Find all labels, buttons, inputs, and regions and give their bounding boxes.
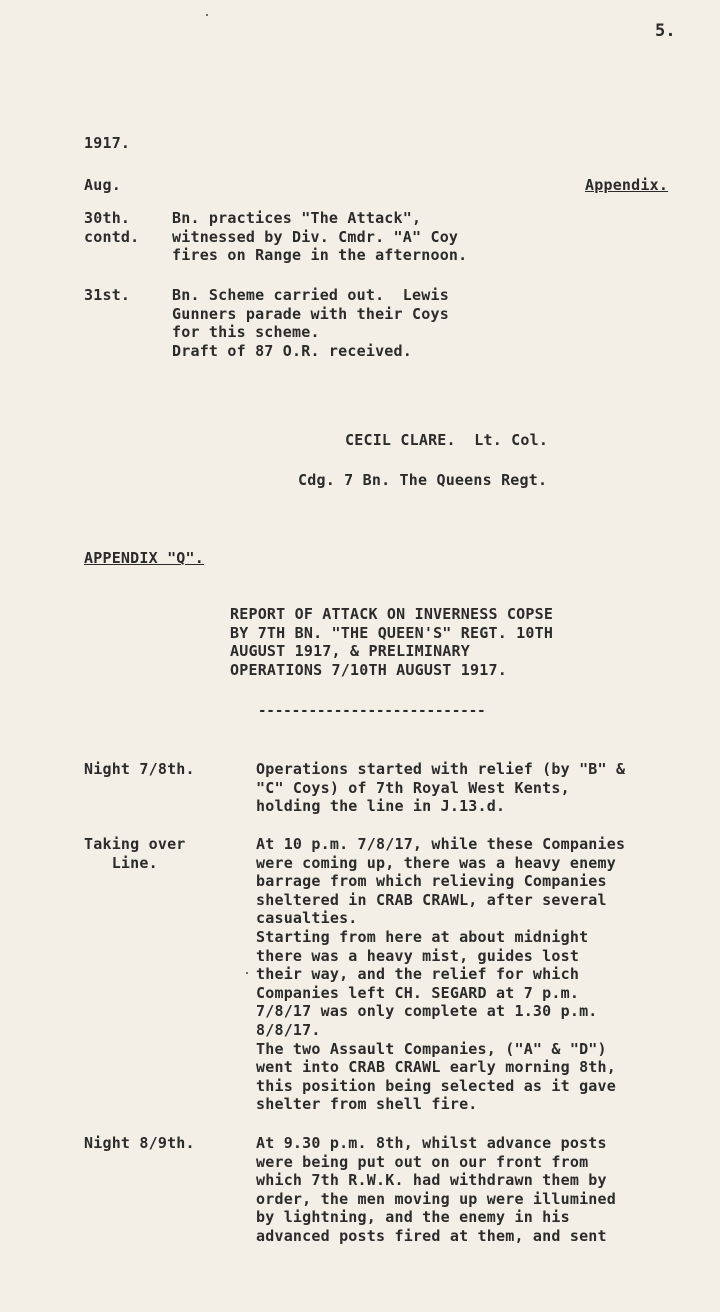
label-line: Line.: [84, 853, 158, 872]
text-line: there was a heavy mist, guides lost: [256, 946, 580, 965]
text-line: witnessed by Div. Cmdr. "A" Coy: [172, 227, 459, 246]
text-line: 7/8/17 was only complete at 1.30 p.m.: [256, 1002, 598, 1021]
separator-line: ---------------------------: [258, 703, 486, 719]
text-line: by lightning, and the enemy in his: [256, 1208, 570, 1227]
text-line: 8/8/17.: [256, 1020, 321, 1039]
title-line: AUGUST 1917, & PRELIMINARY: [230, 642, 470, 661]
entry-label-night-8-9: [84, 1134, 195, 1153]
paper-speck: [246, 972, 248, 974]
text-line: Companies left CH. SEGARD at 7 p.m.: [256, 983, 580, 1002]
text-line: advanced posts fired at them, and sent: [256, 1226, 607, 1245]
entry-label-night-7-8: [84, 760, 195, 779]
text-line: Starting from here at about midnight: [256, 927, 589, 946]
appendix-label: Appendix.: [585, 176, 669, 194]
date-line: 30th.: [84, 209, 131, 227]
text-line: this position being selected as it gave: [256, 1076, 616, 1095]
text-line: casualties.: [256, 909, 358, 928]
text-line: order, the men moving up were illumined: [256, 1189, 616, 1208]
text-line: Bn. Scheme carried out. Lewis: [172, 286, 449, 304]
text-line: barrage from which relieving Companies: [256, 872, 607, 891]
text-line: for this scheme.: [172, 323, 320, 342]
entry-text-night-8-9: [256, 1134, 616, 1246]
text-line: went into CRAB CRAWL early morning 8th,: [256, 1058, 616, 1077]
label-line: Night 7/8th.: [84, 760, 195, 778]
signature-unit: Cdg. 7 Bn. The Queens Regt.: [298, 471, 548, 489]
text-line: Operations started with relief (by "B" &: [256, 760, 626, 778]
text-line: The two Assault Companies, ("A" & "D"): [256, 1039, 607, 1058]
entry-label-taking-over-line: [84, 835, 186, 872]
text-line: sheltered in CRAB CRAWL, after several: [256, 890, 607, 909]
label-line: Night 8/9th.: [84, 1134, 195, 1152]
label-line: Taking over: [84, 835, 186, 853]
text-line: holding the line in J.13.d.: [256, 797, 506, 816]
text-line: shelter from shell fire.: [256, 1095, 478, 1114]
text-line: At 9.30 p.m. 8th, whilst advance posts: [256, 1134, 607, 1152]
text-line: Bn. practices "The Attack",: [172, 209, 422, 227]
entry-text-night-7-8: [256, 760, 625, 816]
report-title: [230, 605, 553, 679]
title-line: OPERATIONS 7/10TH AUGUST 1917.: [230, 660, 507, 679]
title-line: REPORT OF ATTACK ON INVERNESS COPSE: [230, 605, 554, 623]
text-line: were coming up, there was a heavy enemy: [256, 853, 616, 872]
text-line: fires on Range in the afternoon.: [172, 246, 468, 265]
entry-date-30th: [84, 209, 139, 246]
entry-text-31st: [172, 286, 449, 360]
title-line: BY 7TH BN. "THE QUEEN'S" REGT. 10TH: [230, 623, 554, 642]
date-line: 31st.: [84, 286, 131, 304]
entry-text-30th: [172, 209, 467, 265]
paper-speck: [206, 14, 208, 16]
text-line: their way, and the relief for which: [256, 965, 580, 984]
appendix-q-heading: APPENDIX "Q".: [84, 549, 204, 567]
text-line: were being put out on our front from: [256, 1152, 589, 1171]
page-number: 5.: [655, 21, 676, 41]
text-line: which 7th R.W.K. had withdrawn them by: [256, 1171, 607, 1190]
month-label: Aug.: [84, 176, 121, 194]
signature-name: CECIL CLARE. Lt. Col.: [345, 431, 549, 449]
text-line: "C" Coys) of 7th Royal West Kents,: [256, 778, 570, 797]
text-line: Gunners parade with their Coys: [172, 304, 449, 323]
date-line: contd.: [84, 227, 140, 246]
entry-text-taking-over-line: [256, 835, 625, 1114]
entry-date-31st: [84, 286, 130, 305]
text-line: Draft of 87 O.R. received.: [172, 341, 412, 360]
year-heading: 1917.: [84, 134, 131, 152]
text-line: At 10 p.m. 7/8/17, while these Companies: [256, 835, 626, 853]
